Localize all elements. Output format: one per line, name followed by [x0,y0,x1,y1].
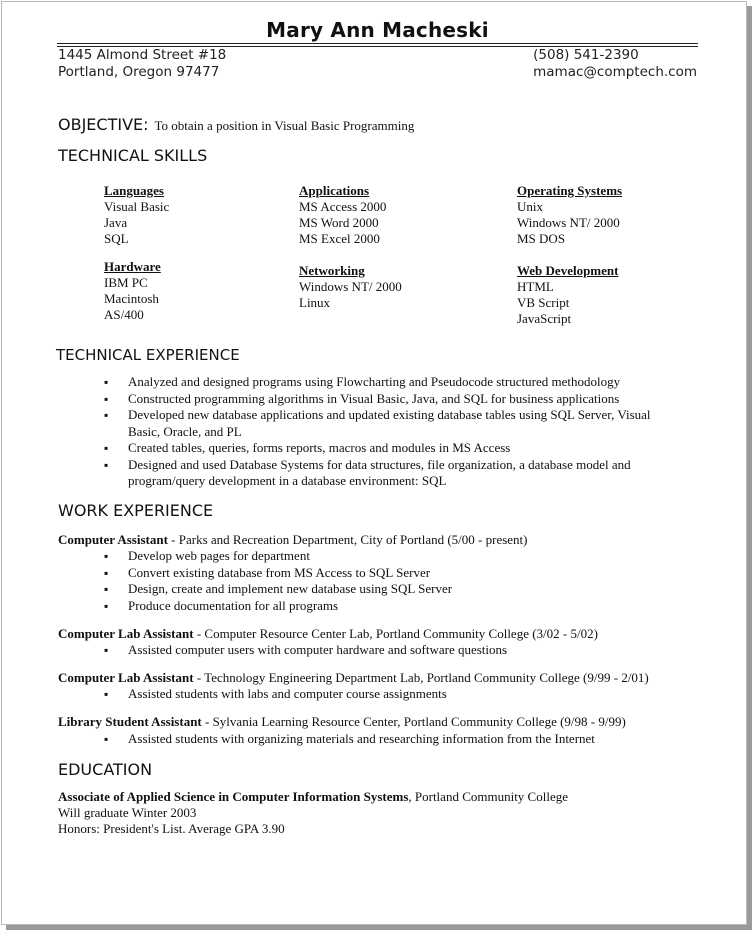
skills-languages [104,183,169,247]
job-header [58,670,649,686]
list-item: ▪ Produce documentation for all programs [104,598,684,615]
work-heading: WORK EXPERIENCE [58,501,214,520]
list-item: ▪ Convert existing database from MS Access to SQL Server [104,565,684,582]
list-item: ▪ Assisted computer users with computer hardware and software questions [104,642,684,659]
skill-item: VB Script [517,295,570,310]
skill-item: MS DOS [517,231,566,246]
contact-block [533,47,697,81]
list-item: ▪ Constructed programming algorithms in Visual Basic, Java, and SQL for business applications [104,391,684,408]
list-item: ▪ Developed new database applications and updated existing database tables using SQL Server, Visual Basic, Oracle, and PL [104,407,684,440]
honors: Honors: President's List. Average GPA 3.90 [58,821,285,836]
resume-name: Mary Ann Macheski [266,18,489,42]
list-item: ▪ Design, create and implement new database using SQL Server [104,581,684,598]
skill-item: MS Access 2000 [299,199,387,214]
tech-experience-list [104,374,684,490]
list-item: ▪ Assisted students with labs and computer course assignments [104,686,684,703]
skill-item: IBM PC [104,275,148,290]
job-duties [104,731,684,748]
skills-networking [299,263,402,311]
skill-item: MS Word 2000 [299,215,379,230]
list-item: ▪ Assisted students with organizing materials and researching information from the Internet [104,731,684,748]
skill-item: MS Excel 2000 [299,231,380,246]
address-line-2: Portland, Oregon 97477 [58,64,220,80]
skills-languages-title: Languages [104,183,164,198]
objective-text: To obtain a position in Visual Basic Programming [154,118,415,133]
job-detail: - Sylvania Learning Resource Center, Portland Community College (9/98 - 9/99) [201,714,626,729]
job-detail: - Parks and Recreation Department, City of Portland (5/00 - present) [167,532,528,547]
skills-heading: TECHNICAL SKILLS [58,146,208,165]
objective-row [58,115,414,134]
list-item: ▪ Analyzed and designed programs using Flowcharting and Pseudocode structured methodology [104,374,684,391]
skills-networking-title: Networking [299,263,365,278]
skill-item: Windows NT/ 2000 [517,215,620,230]
job-duties [104,548,684,614]
skill-item: AS/400 [104,307,144,322]
tech-experience-heading: TECHNICAL EXPERIENCE [56,346,240,364]
skills-applications [299,183,386,247]
list-item: ▪ Designed and used Database Systems for data structures, file organization, a database model and program/query development in a database environment: SQL [104,457,684,490]
job-title: Computer Assistant [58,532,168,547]
skill-item: Windows NT/ 2000 [299,279,402,294]
address-line-1: 1445 Almond Street #18 [58,47,227,63]
job-detail: - Computer Resource Center Lab, Portland Community College (3/02 - 5/02) [193,626,598,641]
education-heading: EDUCATION [58,760,153,779]
list-item: ▪ Created tables, queries, forms reports, macros and modules in MS Access [104,440,684,457]
job-duties [104,642,684,659]
skills-os-title: Operating Systems [517,183,623,198]
skills-web-title: Web Development [517,263,619,278]
job-header [58,626,598,642]
job-title: Computer Lab Assistant [58,626,194,641]
school: , Portland Community College [408,789,568,804]
skill-item: SQL [104,231,129,246]
job-duties [104,686,684,703]
email: mamac@comptech.com [533,64,697,80]
skills-web [517,263,618,327]
objective-heading: OBJECTIVE: [58,115,149,134]
job-header [58,714,626,730]
skill-item: HTML [517,279,554,294]
job-detail: - Technology Engineering Department Lab, Portland Community College (9/99 - 2/01) [193,670,649,685]
skills-hardware-title: Hardware [104,259,161,274]
degree: Associate of Applied Science in Computer Information Systems [58,789,409,804]
job-header [58,532,528,548]
phone: (508) 541-2390 [533,47,639,63]
skills-hardware [104,259,161,323]
skill-item: Unix [517,199,543,214]
skills-os [517,183,622,247]
header-rule-top [57,43,698,44]
graduation: Will graduate Winter 2003 [58,805,197,820]
skill-item: Linux [299,295,331,310]
skill-item: JavaScript [517,311,572,326]
address-block [58,47,226,81]
skill-item: Visual Basic [104,199,170,214]
skills-applications-title: Applications [299,183,370,198]
skill-item: Java [104,215,128,230]
list-item: ▪ Develop web pages for department [104,548,684,565]
education-degree-line [58,789,568,805]
job-title: Computer Lab Assistant [58,670,194,685]
skill-item: Macintosh [104,291,159,306]
job-title: Library Student Assistant [58,714,202,729]
